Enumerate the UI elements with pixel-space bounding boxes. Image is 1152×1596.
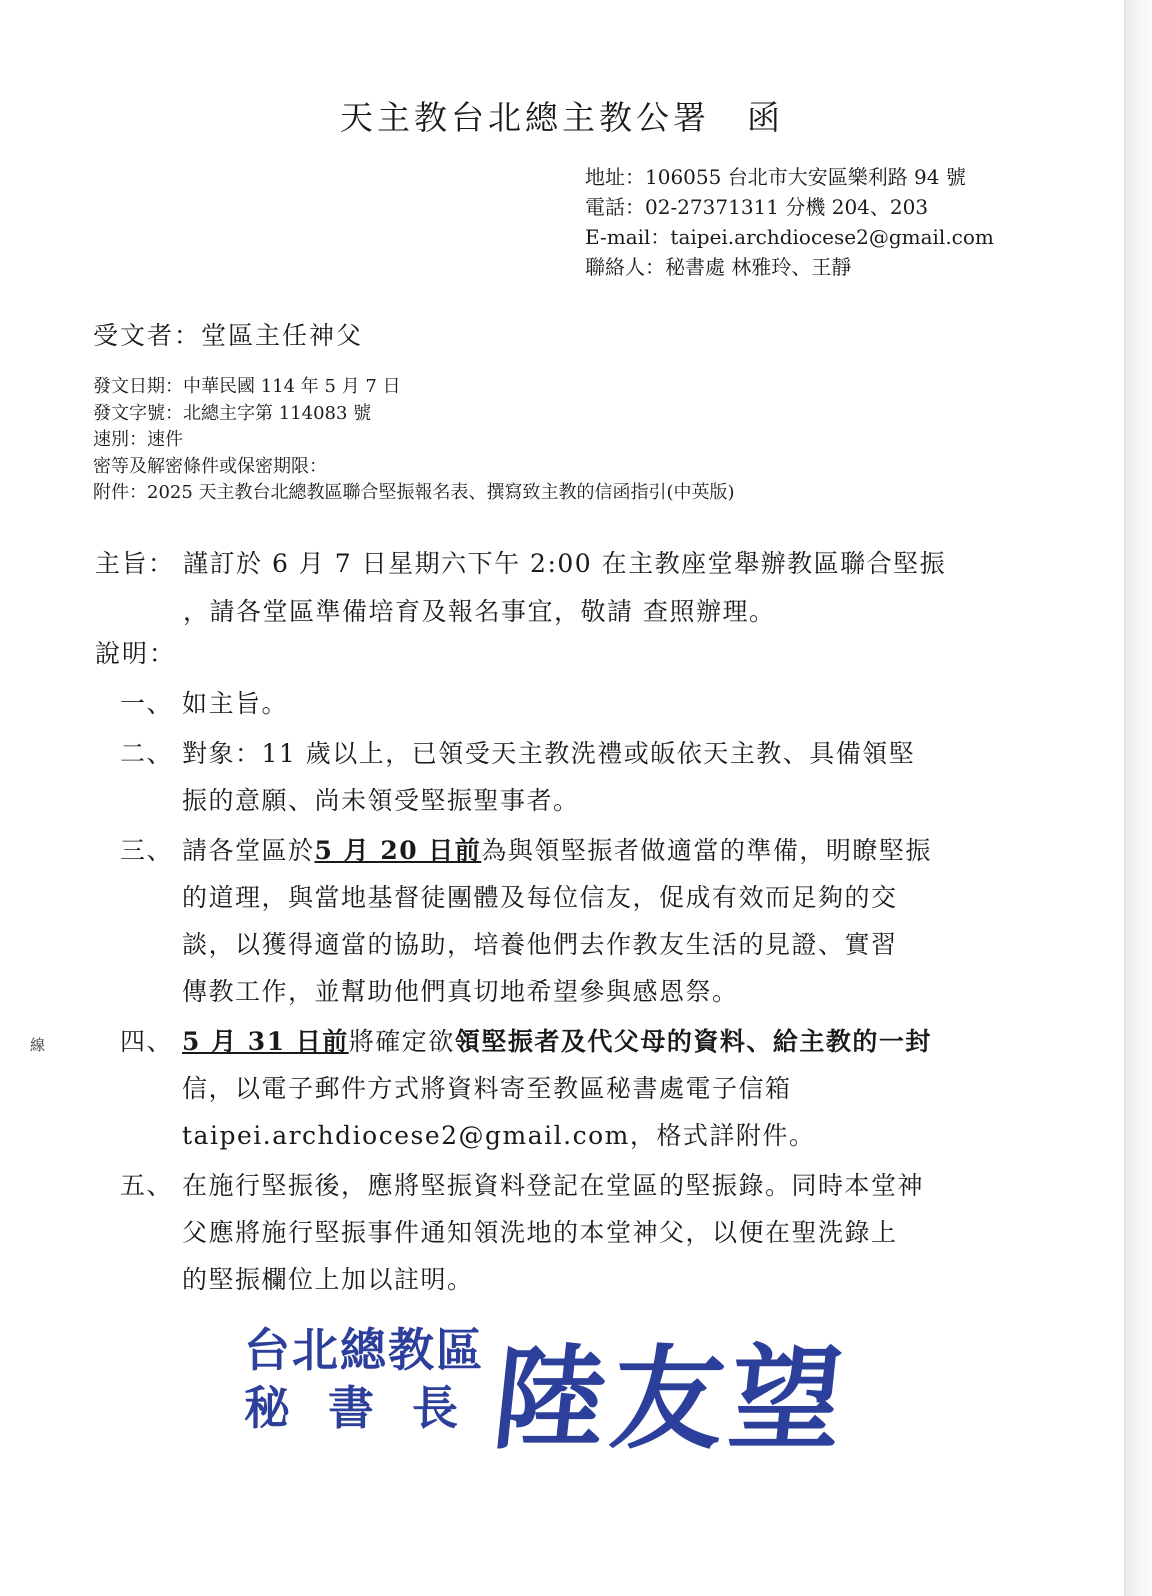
item-text: 對象：11 歲以上，已領受天主教洗禮或皈依天主教、具備領堅 xyxy=(182,739,916,768)
attachments: 附件：2025 天主教台北總教區聯合堅振報名表、撰寫致主教的信函指引(中英版) xyxy=(93,482,735,503)
bold-emphasis: 領堅振者及代父母的資料、給主教的一封 xyxy=(454,1027,932,1056)
item-number: 五、 xyxy=(120,1171,174,1200)
seal-title-line-2: 秘書長 xyxy=(244,1381,496,1435)
contact-block xyxy=(585,162,994,282)
subject-line-2: ，請各堂區準備培育及報名事宜，敬請 查照辦理。 xyxy=(183,597,776,626)
contact-person: 聯絡人：秘書處 林雅玲、王靜 xyxy=(585,255,852,279)
contact-phone: 電話：02-27371311 分機 204、203 xyxy=(585,195,929,219)
item-text: 在施行堅振後，應將堅振資料登記在堂區的堅振錄。同時本堂神 xyxy=(182,1171,925,1200)
item-number: 一、 xyxy=(120,689,174,718)
item-text: taipei.archdiocese2@gmail.com，格式詳附件。 xyxy=(182,1121,816,1150)
list-item xyxy=(120,1018,1030,1159)
doc-number: 發文字號：北總主字第 114083 號 xyxy=(93,402,372,424)
binding-line-mark: 線 xyxy=(30,1036,46,1054)
list-item xyxy=(120,680,1030,727)
explanation-label: 說明： xyxy=(95,639,177,668)
speed-class: 速別：速件 xyxy=(93,429,183,450)
item-text: 如主旨。 xyxy=(182,689,289,718)
issue-date: 發文日期：中華民國 114 年 5 月 7 日 xyxy=(93,376,401,397)
item-text xyxy=(182,827,1030,874)
item-text-part: 將確定欲 xyxy=(348,1027,455,1056)
deadline-emphasis: 5 月 20 日前 xyxy=(314,836,482,865)
item-text: 振的意願、尚未領受堅振聖事者。 xyxy=(182,786,580,815)
explanation-list xyxy=(120,680,1030,1306)
item-text: 談，以獲得適當的協助，培養他們去作教友生活的見證、實習 xyxy=(182,930,898,959)
subject-label: 主旨： xyxy=(95,549,175,578)
subject-line-1: 謹訂於 6 月 7 日星期六下午 2:00 在主教座堂舉辦教區聯合堅振 xyxy=(183,549,947,578)
item-text: 傳教工作，並幫助他們真切地希望參與感恩祭。 xyxy=(182,977,739,1006)
item-text: 的堅振欄位上加以註明。 xyxy=(182,1265,474,1294)
item-text xyxy=(182,1018,1030,1065)
contact-address: 地址：106055 台北市大安區樂利路 94 號 xyxy=(585,165,966,189)
deadline-emphasis: 5 月 31 日前 xyxy=(182,1027,349,1056)
page-edge-shadow xyxy=(1124,0,1152,1596)
item-text: 的道理，與當地基督徒團體及每位信友，促成有效而足夠的交 xyxy=(182,883,898,912)
seal-title-line-1: 台北總教區 xyxy=(244,1323,484,1377)
item-text-part: 請各堂區於 xyxy=(182,836,315,865)
item-number: 三、 xyxy=(120,836,174,865)
secrecy-level: 密等及解密條件或保密期限： xyxy=(93,455,327,477)
recipient: 受文者：堂區主任神父 xyxy=(93,321,364,350)
list-item xyxy=(120,1162,1030,1303)
list-item xyxy=(120,730,1030,824)
item-text: 信，以電子郵件方式將資料寄至教區秘書處電子信箱 xyxy=(182,1074,792,1103)
item-text-part: 為與領堅振者做適當的準備，明瞭堅振 xyxy=(481,836,932,865)
official-seal-stamp xyxy=(240,1310,855,1465)
seal-signature: 陸友望 xyxy=(487,1335,855,1465)
item-number: 二、 xyxy=(120,739,174,768)
item-number: 四、 xyxy=(120,1027,174,1056)
meta-block xyxy=(93,374,735,507)
list-item xyxy=(120,827,1030,1015)
document-title: 天主教台北總主教公署 函 xyxy=(340,98,784,137)
item-text: 父應將施行堅振事件通知領洗地的本堂神父，以便在聖洗錄上 xyxy=(182,1218,898,1247)
contact-email: E-mail：taipei.archdiocese2@gmail.com xyxy=(585,225,994,249)
